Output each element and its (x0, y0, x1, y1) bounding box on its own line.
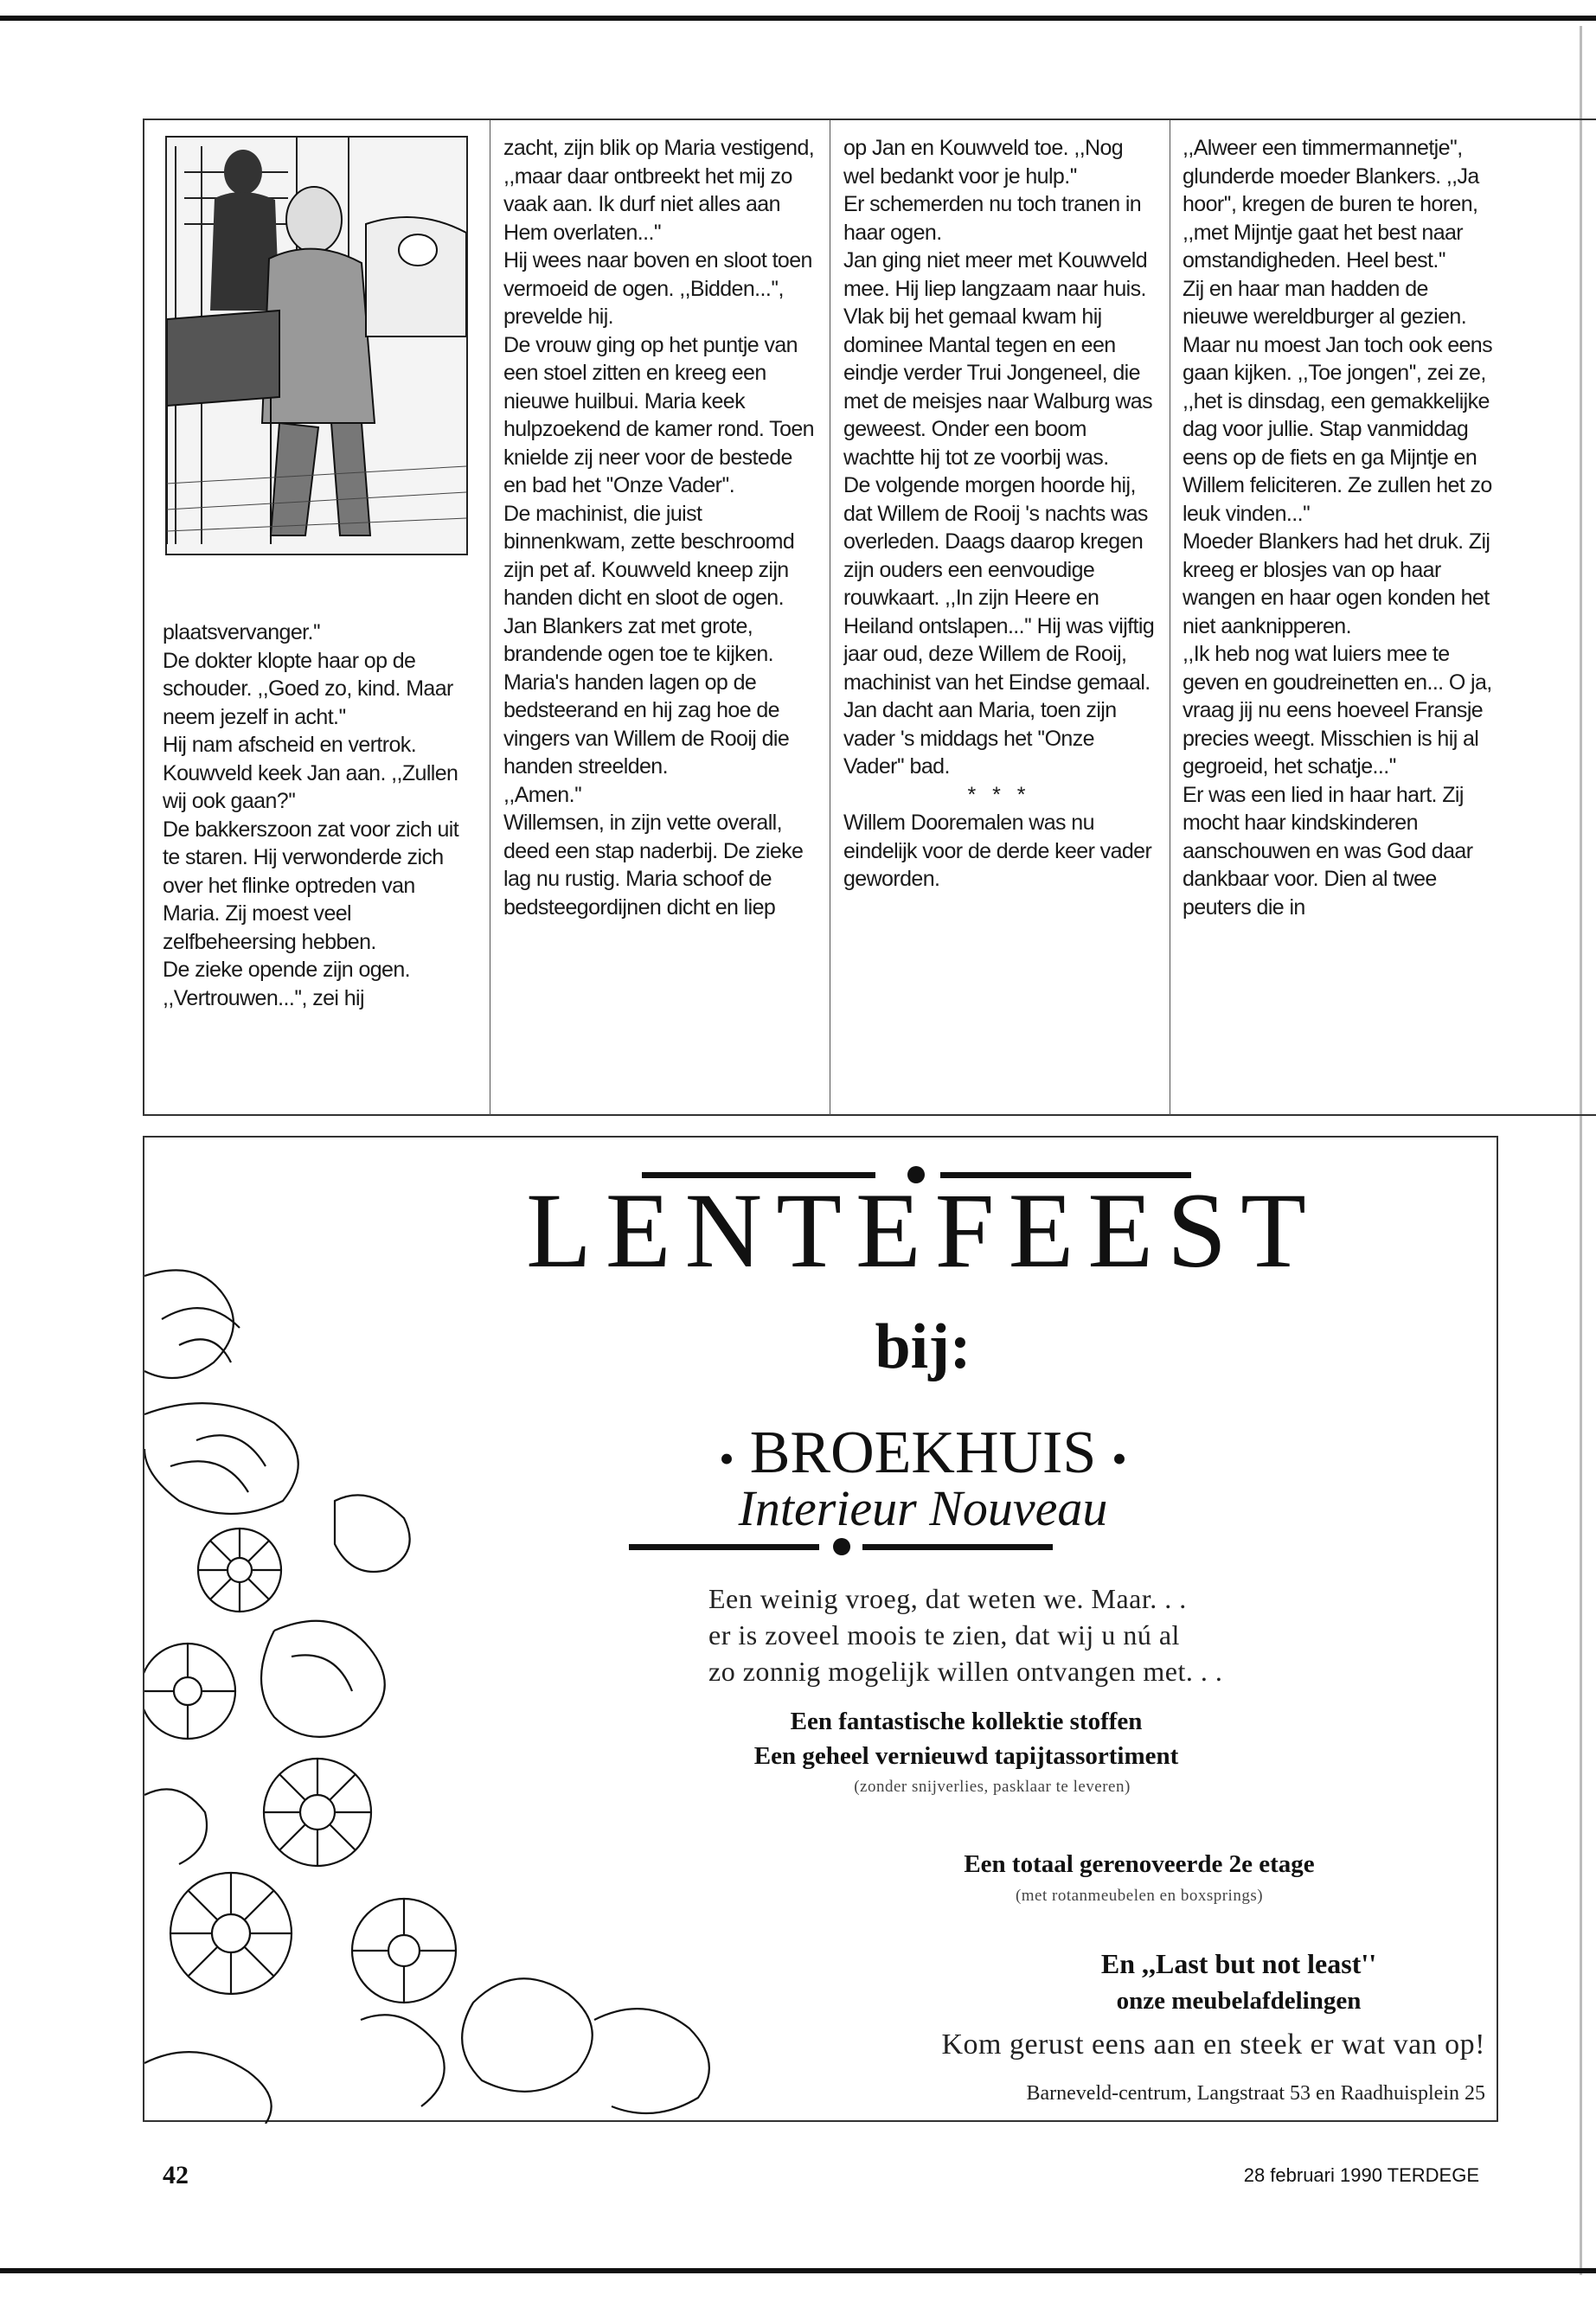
story-paragraph: zacht, zijn blik op Maria vestigend, ,,maar daar ontbreekt het mij zo vaak aan. Ik durf niet alles aan Hem overlaten...'' (503, 136, 815, 245)
ad-title: LENTEFEEST (526, 1171, 1320, 1290)
story-paragraph: De volgende morgen hoorde hij, dat Willem de Rooij 's nachts was overleden. Daags daarop kregen zijn ouders een eenvoudige rouwkaart. ,,In zijn Heere en Heiland ontslapen...'' Hij was vijftig jaar oud, deze Willem de Rooij, machinist van het Eindse gemaal. (843, 473, 1155, 695)
footer-date: 28 februari 1990 TERDEGE (1243, 2164, 1479, 2186)
ad-call-to-action: Kom gerust eens aan en steek er wat van op! (941, 2029, 1485, 2061)
story-paragraph: ,,Alweer een timmermannetje'', glunderde moeder Blankers. ,,Ja hoor'', kregen de buren te horen, ,,met Mijntje gaat het best naar omstandigheden. Heel best.'' (1183, 136, 1479, 272)
scan-edge-bottom (0, 2268, 1596, 2273)
story-paragraph: plaatsvervanger.'' (163, 620, 321, 644)
story-paragraph: Hij wees naar boven en sloot toen vermoeid de ogen. ,,Bidden...'', prevelde hij. (503, 248, 812, 329)
story-paragraph: ,,Amen.'' (503, 782, 582, 807)
section-separator: * * * (967, 782, 1031, 807)
decorative-rule (862, 1544, 1053, 1550)
story-paragraph: De vrouw ging op het puntje van een stoel zitten en kreeg een nieuwe huilbui. Maria keek hulpzoekend de kamer rond. Toen knielde zij neer voor de bestede en bad het ''Onze Vader''. (503, 332, 814, 497)
story-paragraph: Hij nam afscheid en vertrok. Kouwveld keek Jan aan. ,,Zullen wij ook gaan?'' (163, 733, 458, 813)
story-paragraph: ,,Ik heb nog wat luiers mee te geven en goudreinetten en... O ja, vraag jij nu eens hoeveel Fransje precies weegt. Misschien is hij al gegroeid, het schatje...'' (1183, 642, 1492, 779)
story-paragraph: De machinist, die juist binnenkwam, zette beschroomd zijn pet af. Kouwveld kneep zijn handen dicht en sloot de ogen. Jan Blankers zat met grote, brandende ogen toe te kijken. Maria's handen lagen op de bedsteerand en hij zag hoe de vingers van Willem de Rooij die handen streelden. (503, 501, 795, 779)
store-subtitle: Interieur Nouveau (738, 1480, 1108, 1536)
ad-intro (708, 1580, 1314, 1689)
story-paragraph: Jan ging niet meer met Kouwveld mee. Hij liep langzaam naar huis. Vlak bij het gemaal kwam hij dominee Mantal tegen en een eindje verder Trui Jongeneel, die met de meisjes naar Walburg was geweest. Onder een boom wachtte hij tot ze voorbij was. (843, 248, 1153, 470)
story-column-1 (163, 134, 474, 1094)
ad-intro-line: er is zoveel moois te zien, dat wij u nú al (708, 1619, 1180, 1650)
ad-intro-line: Een weinig vroeg, dat weten we. Maar. . . (708, 1583, 1187, 1614)
feature-fabrics: Een fantastische kollektie stoffen (790, 1708, 1143, 1735)
page-number: 42 (163, 2161, 189, 2189)
ad-address: Barneveld-centrum, Langstraat 53 en Raadhuisplein 25 (1026, 2082, 1485, 2105)
feature-last-line1-text: En ,,Last but not least'' (1100, 1948, 1377, 1979)
story-paragraph: De bakkerszoon zat voor zich uit te staren. Hij verwonderde zich over het flinke optreden van Maria. Zij moest veel zelfbeheersing hebben. (163, 817, 459, 954)
decorative-dot (833, 1538, 850, 1555)
advertisement (143, 1136, 1498, 2122)
bullet-right: • (1112, 1433, 1127, 1483)
story-paragraph: Jan dacht aan Maria, toen zijn vader 's middags het ''Onze Vader'' bad. (843, 698, 1117, 779)
feature-floor: Een totaal gerenoveerde 2e etage (964, 1850, 1315, 1878)
decorative-rule (629, 1544, 819, 1550)
feature-furniture: onze meubelafdelingen (1116, 1987, 1362, 2015)
story-column-2 (503, 134, 815, 1094)
story-column-4 (1183, 134, 1494, 1094)
store-name-text: BROEKHUIS (749, 1420, 1097, 1486)
story-paragraph: Willemsen, in zijn vette overall, deed een stap naderbij. De zieke lag nu rustig. Maria schoof de bedsteegordijnen dicht en liep (503, 811, 804, 920)
story-paragraph: Er schemerden nu toch tranen in haar ogen. (843, 192, 1142, 245)
ad-headline (490, 1138, 1356, 1397)
bullet-left: • (719, 1433, 734, 1483)
story-paragraph: De dokter klopte haar op de schouder. ,,Goed zo, kind. Maar neem jezelf in acht.'' (163, 648, 453, 729)
carpet-note: (zonder snijverlies, pasklaar te leveren) (854, 1778, 1131, 1796)
story-paragraph: Zij en haar man hadden de nieuwe wereldburger al gezien. Maar nu moest Jan toch ook eens gaan kijken. ,,Toe jongen'', zei ze, ,,het is dinsdag, een gemakkelijke dag voor jullie. Stap vanmiddag eens op de fiets en ga Mijntje en Willem feliciteren. Ze zullen het zo leuk vinden...'' (1183, 276, 1492, 526)
story-paragraph: op Jan en Kouwveld toe. ,,Nog wel bedankt voor je hulp.'' (843, 136, 1124, 189)
story-paragraph: Willem Dooremalen was nu eindelijk voor de derde keer vader geworden. (843, 811, 1152, 891)
feature-carpets: Een geheel vernieuwd tapijtassortiment (753, 1742, 1179, 1770)
ad-bij: bij: (875, 1311, 971, 1382)
scan-edge-top (0, 16, 1596, 21)
floor-note: (met rotanmeubelen en boxsprings) (1015, 1887, 1264, 1905)
story-paragraph: De zieke opende zijn ogen. ,,Vertrouwen...'', zei hij (163, 958, 410, 1010)
story-box (143, 119, 1596, 1116)
story-column-3 (843, 134, 1155, 1094)
ad-intro-line: zo zonnig mogelijk willen ontvangen met. . . (708, 1656, 1223, 1687)
story-paragraph: Er was een lied in haar hart. Zij mocht haar kindskinderen aanschouwen en was God daar dankbaar voor. Dien al twee peuters die in (1183, 782, 1473, 920)
story-paragraph: Moeder Blankers had het druk. Zij kreeg er blosjes van op haar wangen en haar ogen konden het niet aanknipperen. (1183, 529, 1490, 638)
feature-last-line1 (1010, 1946, 1468, 1981)
